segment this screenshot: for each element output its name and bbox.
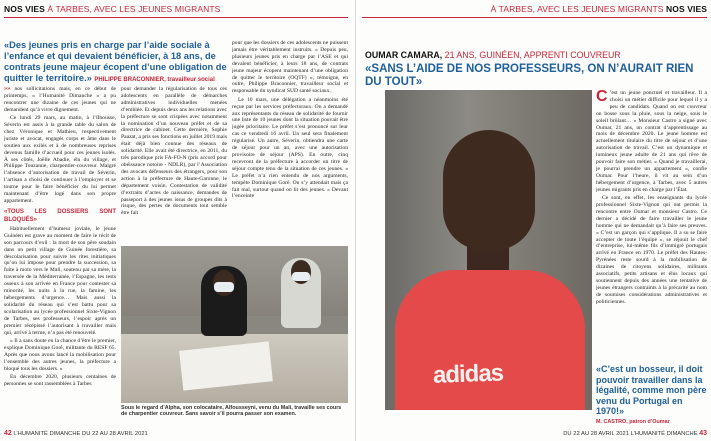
header-rule [362, 17, 707, 18]
page-gutter [355, 0, 356, 441]
paragraph: En décembre 2020, plusieurs centaines de personnes se sont rassemblées à Tarbes [4, 373, 116, 387]
left-footer [4, 430, 148, 437]
drop-cap: C [596, 90, 608, 105]
subheading: «TOUS LES DOSSIERS SONT BLOQUÉS» [4, 208, 116, 223]
lead-quote-text: «Des jeunes pris en charge par l’aide sociale à l’enfance et qui devaient bénéficier, à 18 ans, de contrats jeune majeur écopent d’une obligation de quitter le territoire.» [4, 40, 227, 83]
photo-two-young-men-studying [121, 246, 348, 403]
paragraph: Habituellement d’humeur joviale, le jeune Guinéen est grave au moment de faire le récit de son parcours d’exil : la mort de son père soudain dans un petit village de Guinée forestière, sa déscolarisation pour suivre les rites initiatiques qu’on lui impose pour prendre la succession, sa fuite à moto vers le Mali, soutenu par sa mère, la traversée de la Méditerranée, l’Espagne, les tests osseux à son arrivée en France pour contester sa minorité, les nuits à la rue, la famine, les hébergements d’urgence… Mais aussi la solidarité du réseau qui s’est battu pour sa scolarisation au lycée professionnel Sixte-Vignon de Tarbes, ses professeurs, l’espoir après un premier récépissé l’autorisant à travailler mais qui, arrivé à terme, n’a pas été renouvelé. [4, 225, 116, 336]
right-page-header [491, 3, 707, 15]
paragraph: pour demander la régularisation de tous ces adolescents en parallèle de démarches administratives individuelles menées d’emblée. Et depuis deux ans les relations avec la préfecture se sont crispées avec notamment la nomination d’un nouveau préfet et de sa directrice de cabinet. Cette dernière, Sophie Paazat, a pris ses fonctions en juillet 2019 mais était déjà bien connue des réseaux de solidarité. Elle avait été directrice, en 2011, du très parodique pris FA-FO-N (pris accord pour obéissance notoire - NDLR), par l’Association des avocats défenseurs des étrangers, pour son action à la préfecture de Haute-Garonne, le département voisin. Contestation de validité d’extraits d’actes de naissance, demandes de passeport à des jeunes issus de groupes dits à risque, des pertes de documents tout semble être fait [121, 86, 227, 217]
footer-text: L’HUMANITÉ DIMANCHE DU 22 AU 28 AVRIL 2021 [13, 431, 148, 437]
profile-role: 21 ANS, GUINÉEN, APPRENTI COUVREUR [444, 50, 621, 60]
article-column-3 [232, 40, 348, 262]
article-column-2 [121, 86, 227, 262]
shirt-logo: adidas [432, 359, 504, 389]
pull-quote [596, 364, 707, 428]
footer-text: DU 22 AU 28 AVRIL 2021 L’HUMANITÉ DIMANCHE [563, 431, 698, 437]
paragraph: Ce lundi 29 mars, au matin, à l’Ilhousse, Séverin est assis à la grande table du salon de chez Véronique et Mathieu, respectivement juriste et avocat, engagés corps et âme dans le soutien aux exilés et à de nombreuses reprises devenus famille d’accueil pour ces jeunes isolés. À ses côtés, Joëlle Abadie, élu du village, et Philippe Touzanne, charpentier-couvreur. Malgré l’absence d’autorisation de travail de Séverin, l’artisan a choisi de continuer à l’employer et se tourne pour le faire bénéficier du lui permet maintenant d’être logé dans son propre appartement. [4, 115, 116, 204]
paragraph: pour que les dossiers de ces adolescents ne puissent jamais être véritablement instruits. « Depuis peu, plusieurs jeunes pris en charge par l’ASE et qui devaient bénéficier, à leurs 18 ans, de contrats jeune majeur écopent maintenant d’une obligation de quitter le territoire (OQTF) », témoigne, en outre, Philippe Braconnier, travailleur social et responsable du syndicat SUD santé sociaux. [232, 40, 348, 95]
paragraph: ’est un jeune ponctuel et travailleur. Il a choisi un métier difficile pour lequel il y a peu de candidats. Quand on est couvreur on bosse sous la pluie, sous la neige, sous le soleil brûlant… » Monsieur Castro a signé avec Oumar, 21 ans, un contrat d’apprentissage au mois de décembre 2020. Le jeune homme est actuellement titulaire du titre de séjour et d’une autorisation de travail. C’est un dynamique et lumineux jeune adulte de 21 ans qui rêve de pouvoir faire son métier. « Quand je travaillerai, je pourrai prendre un appartement », confie Oumar. Pour l’heure, il vit au sein d’un hébergement d’urgence, à Tarbes, avec 5 autres jeunes migrants pris en charge par l’État. [596, 90, 707, 193]
portrait-photo [385, 90, 592, 410]
section-topic: À TARBES, AVEC LES JEUNES MIGRANTS [47, 4, 221, 14]
right-footer [563, 430, 707, 437]
pull-quote-text: «C’est un bosseur, il doit pouvoir travailler dans la légalité, comme mon père venu du Portugal en 1970!» [596, 364, 707, 417]
section-name: NOS VIES [666, 4, 707, 14]
header-rule [4, 17, 348, 18]
profile-name: OUMAR CAMARA, [365, 50, 443, 60]
page-number: 43 [699, 430, 707, 437]
lead-quote [4, 40, 232, 86]
section-name: NOS VIES [4, 4, 45, 14]
pull-quote-attribution: M. CASTRO, patron d’Oumar [596, 418, 670, 425]
profile-kicker [365, 50, 621, 60]
photo-caption: Sous le regard d’Alpha, son colocataire, Alfousseyni, venu du Mali, travaille ses cours de charpentier couvreur. Sans savoir s’il pourra passer son examen. [121, 405, 342, 418]
paragraph: Le 10 mars, une délégation a néanmoins été reçue par les services préfectoraux. On a demandé aux représentants du réseau de solidarité de fournir une liste de 10 jeunes dont la situation pouvait être jugée prioritaire. Le préfet s’est prononcé sur leur cas ce vendredi 16 avril. Un seul sera finalement régularisé. Un autre, Séverin, obtiendra une carte de séjour pour un an, avec une autorisation provisoire de séjour (APS). En outre, cinq recevront de la préfecture à accorder un titre de séjour compte tenu de la situation de ces jeunes. « Le préfet n’a rien entendu de nos arguments, tempête Dominique Gorê. On s’y attendait mais ça fait mal, surtout quand on lit des jeunes. » Devant l’enceinte [232, 96, 348, 200]
paragraph: Ce sont, en effet, les enseignants du lycée professionnel Sixte-Vignon qui ont permis la rencontre entre Oumar et monsieur Castro. Ce dernier a décidé de faire travailler le jeune homme qui ne demandait qu’à faire ses preuves. « C’est un garçon qui s’applique. Il a su se faire accepter de toute l’équipe », se réjouit le chef d’entreprise, lui-même fils d’immigré portugais arrivé en France en 1970. Le préfet des Hautes-Pyrénées reste sourd à la mobilisation de dizaines de citoyens solidaires, militants associatifs, petits artisans et élus locaux qui soutiennent depuis des années une tentative de jeunes étrangers contraints à la précarité au nom de soumises considérations administratives et politiciennes. [596, 195, 707, 305]
lead-quote-attribution: PHILIPPE BRACONNIER, travailleur social [94, 77, 215, 83]
left-page-header [4, 3, 220, 15]
section-topic: À TARBES, AVEC LES JEUNES MIGRANTS [490, 4, 664, 14]
paragraph: »» nos sollicitations mais, en ce début de printemps, « l’Humanité Dimanche » a pu rencontrer une dizaine de ces jeunes qui ne demandent qu’à vivre dignement. [4, 86, 116, 113]
profile-title: «SANS L’AIDE DE NOS PROFESSEURS, ON N’AURAIT RIEN DU TOUT» [365, 63, 694, 88]
paragraph: « Il a sans doute eu la chance d’être le premier, explique Dominique Gorê, militante du RESF 65. Après que nous avons lancé la mobilisation pour l’ensemble des autres jeunes, la préfecture a bloqué tous les dossiers. » [4, 337, 116, 372]
profile-body [596, 90, 707, 360]
article-column-1 [4, 86, 116, 411]
page-number: 42 [4, 430, 12, 437]
